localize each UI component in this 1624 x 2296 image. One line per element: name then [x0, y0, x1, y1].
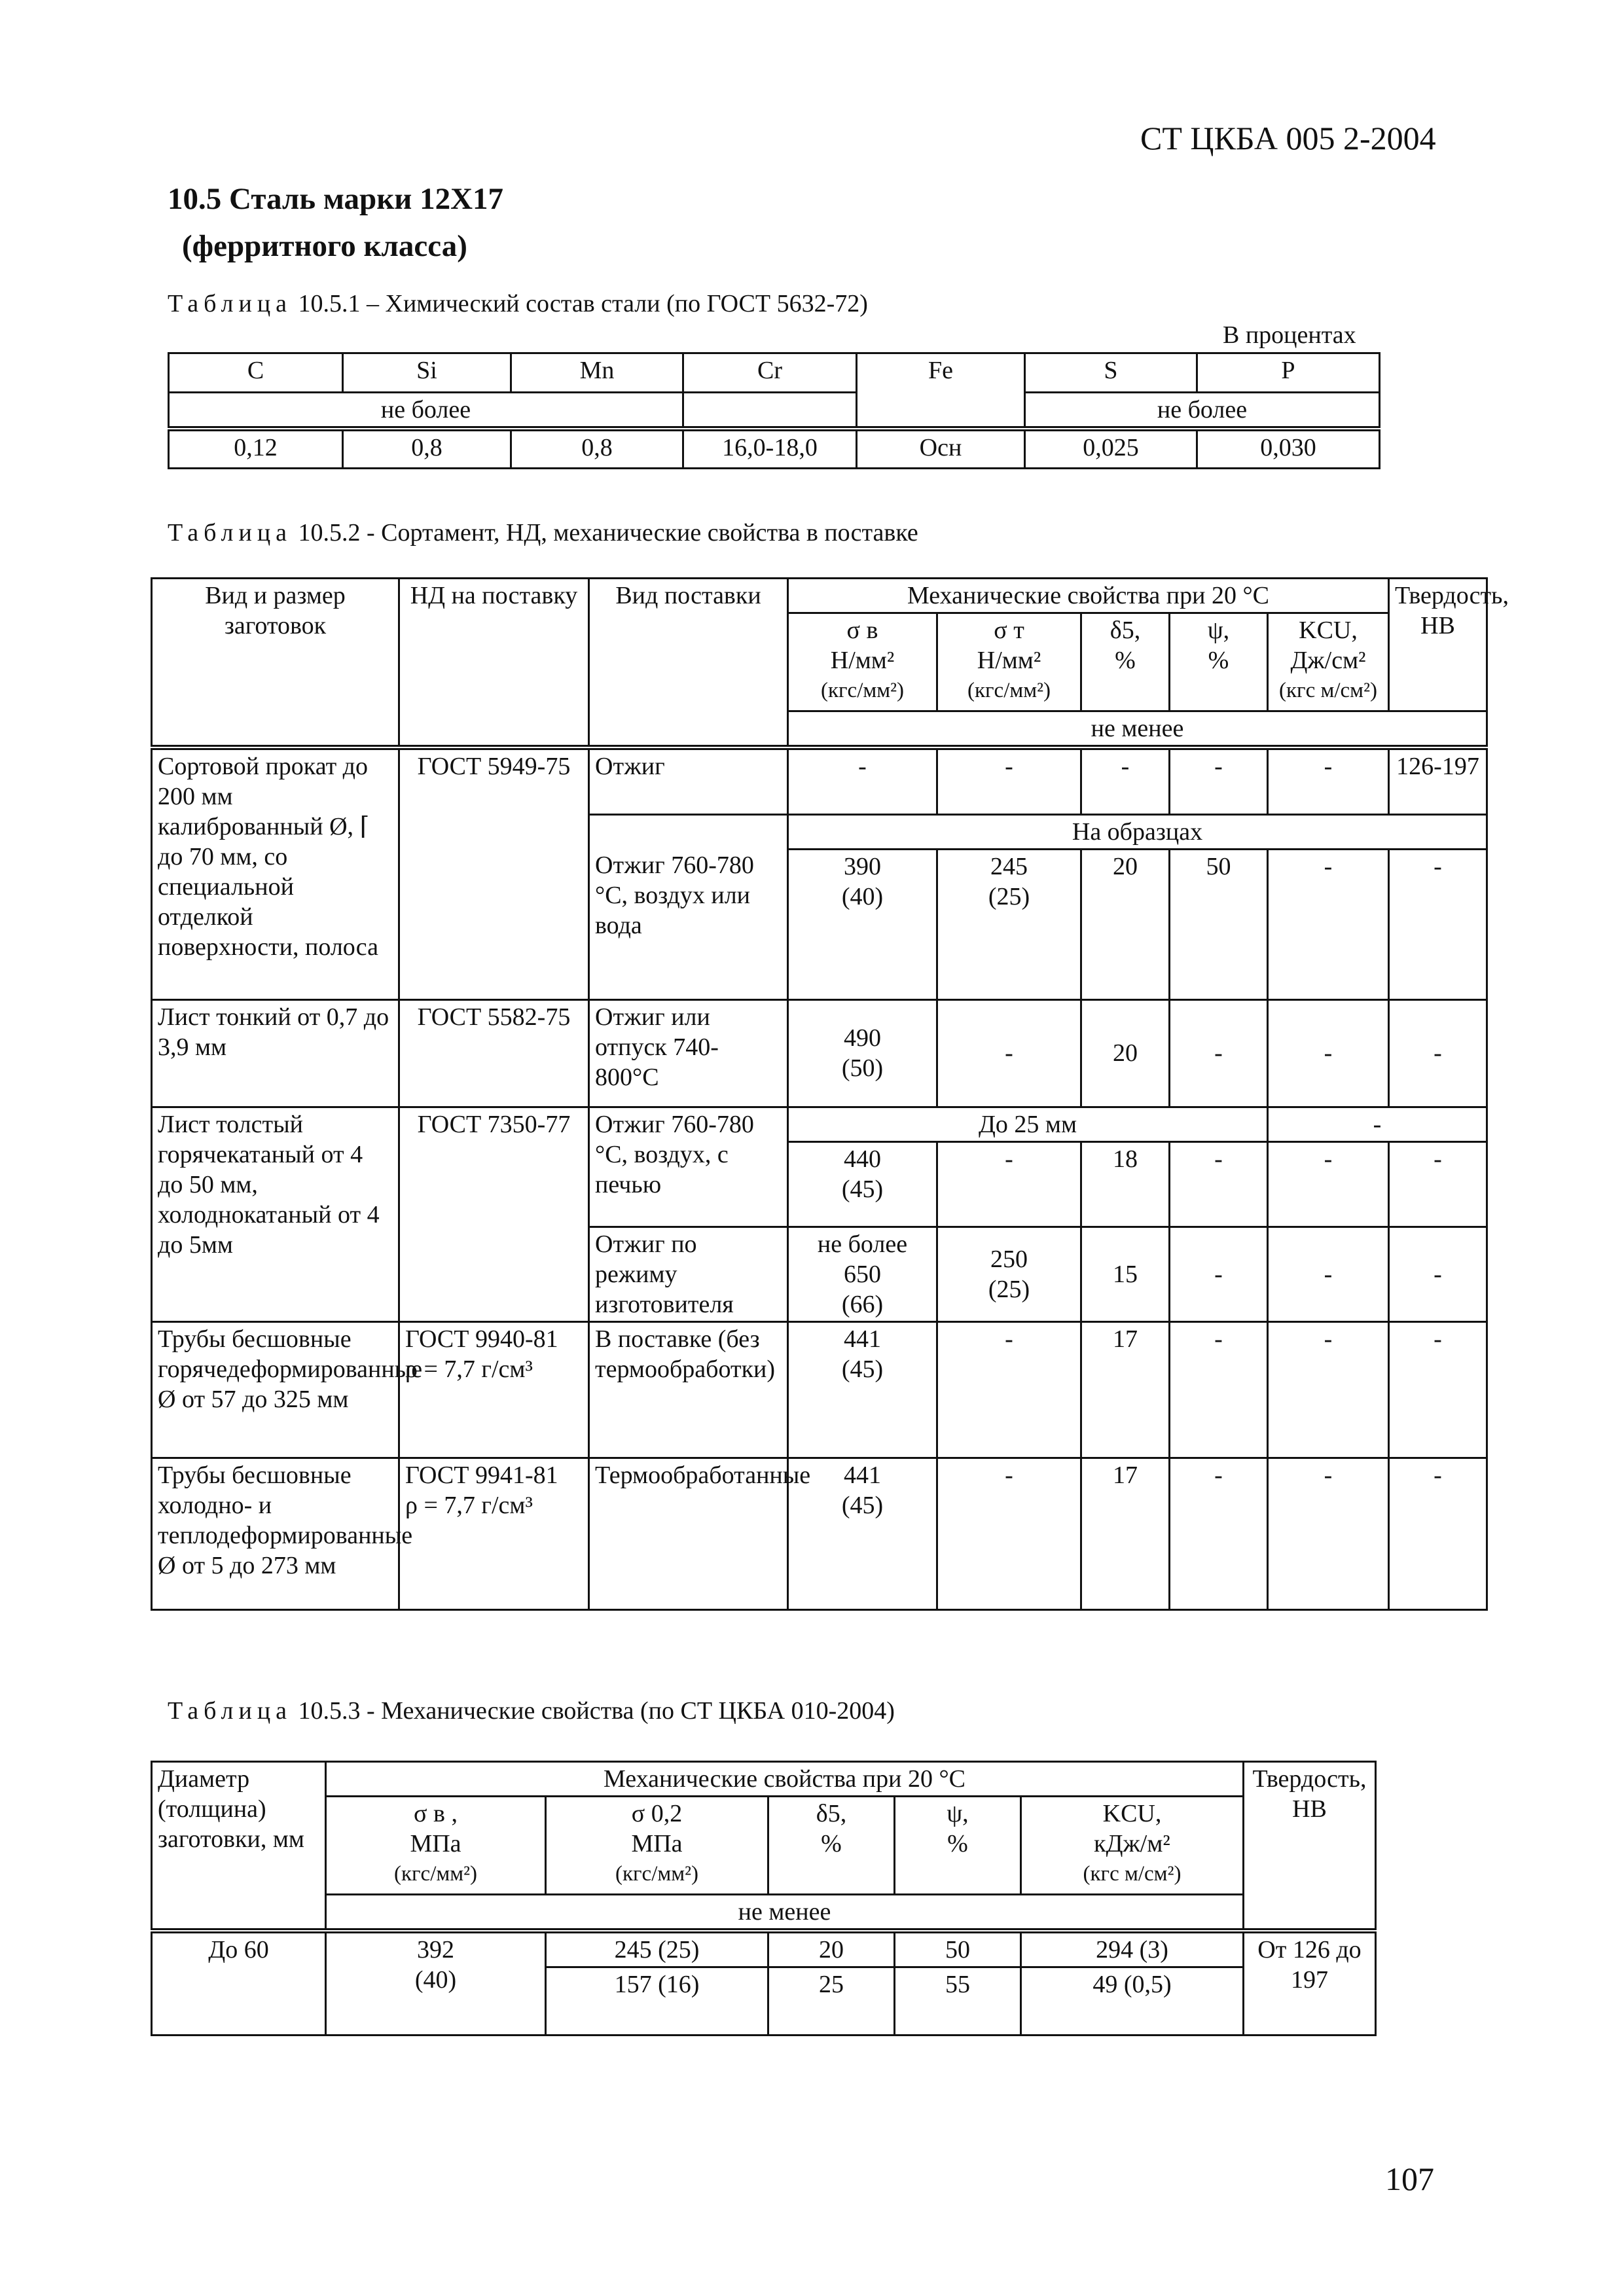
row-delivery: Термообработанные	[589, 1458, 788, 1609]
header-cell: C	[169, 353, 343, 393]
value-cell: -	[1170, 1141, 1268, 1227]
header-kcu: KCU, кДж/м² (кгс м/см²)	[1021, 1797, 1244, 1895]
header-psi: ψ, %	[1170, 613, 1268, 711]
row-delivery: Отжиг 760-780 °С, воздух, с печью	[589, 1107, 788, 1227]
value-cell: 49 (0,5)	[1021, 1967, 1244, 2036]
header-blank-type: Вид и размер заготовок	[152, 579, 399, 748]
section-title	[168, 175, 503, 270]
header-sigma-b: σ в , МПа (кгс/мм²)	[326, 1797, 546, 1895]
table2-caption-text: 10.5.2 - Сортамент, НД, механические свойства в поставке	[298, 519, 918, 547]
header-not-less: не менее	[788, 711, 1487, 748]
value-cell: 25	[768, 1967, 895, 2036]
value-cell: -	[788, 747, 937, 814]
table2-caption	[168, 518, 918, 547]
header-cell: Mn	[511, 353, 683, 393]
row-nd: ГОСТ 5949-75	[399, 747, 589, 999]
value-cell: -	[937, 1458, 1081, 1609]
hardness-cell: -	[1389, 1227, 1487, 1321]
value-cell: -	[1170, 1321, 1268, 1458]
header-sigma-t: σ т Н/мм² (кгс/мм²)	[937, 613, 1081, 711]
value-cell: не более 650 (66)	[788, 1227, 937, 1321]
value-cell: -	[1268, 747, 1389, 814]
value-cell: 17	[1081, 1458, 1170, 1609]
row-nd: ГОСТ 7350-77	[399, 1107, 589, 1321]
header-mech-props: Механические свойства при 20 °С	[326, 1762, 1244, 1797]
header-cell: Si	[343, 353, 511, 393]
row-delivery: Отжиг 760-780 °С, воздух или вода	[589, 849, 788, 999]
header-cell: P	[1197, 353, 1380, 393]
value-cell: 0,030	[1197, 429, 1380, 468]
header-hardness: Твердость, НВ	[1244, 1762, 1376, 1931]
value-cell: 441 (45)	[788, 1321, 937, 1458]
value-cell: -	[1268, 849, 1389, 999]
value-cell: -	[1268, 1458, 1389, 1609]
value-cell: 440 (45)	[788, 1141, 937, 1227]
value-cell: -	[1268, 1321, 1389, 1458]
header-cell: Cr	[683, 353, 857, 393]
header-not-less: не менее	[326, 1895, 1244, 1931]
header-delta: δ5, %	[768, 1797, 895, 1895]
value-cell: 16,0-18,0	[683, 429, 857, 468]
header-sigma-b: σ в Н/мм² (кгс/мм²)	[788, 613, 937, 711]
page-number: 107	[1385, 2161, 1434, 2197]
hardness-cell: -	[1389, 849, 1487, 999]
value-cell: 0,025	[1025, 429, 1197, 468]
value-cell: 245 (25)	[546, 1931, 768, 1967]
value-cell: -	[1268, 1227, 1389, 1321]
header-psi: ψ, %	[895, 1797, 1021, 1895]
value-cell: -	[937, 1321, 1081, 1458]
value-cell: 55	[895, 1967, 1021, 2036]
section-title-line2: (ферритного класса)	[182, 229, 467, 263]
value-cell: -	[1170, 1227, 1268, 1321]
value-cell: 50	[895, 1931, 1021, 1967]
value-cell: 250 (25)	[937, 1227, 1081, 1321]
value-cell: -	[937, 747, 1081, 814]
samples-note: На образцах	[788, 814, 1487, 849]
hardness-cell: От 126 до 197	[1244, 1931, 1376, 2036]
row-nd: ГОСТ 9941-81 ρ = 7,7 г/см³	[399, 1458, 589, 1609]
hardness-cell: -	[1389, 999, 1487, 1107]
hardness-cell: -	[1389, 1321, 1487, 1458]
row-blank-type: Лист толстый горячекатаный от 4 до 50 мм, холоднокатаный от 4 до 5мм	[152, 1107, 399, 1321]
row-delivery: Отжиг по режиму изготовителя	[589, 1227, 788, 1321]
value-cell: 441 (45)	[788, 1458, 937, 1609]
row-blank-type: Сортовой прокат до 200 мм калиброванный Ø, ⌈ до 70 мм, со специальной отделкой поверхности, полоса	[152, 747, 399, 999]
row-blank-type: Трубы бесшовные горячедеформированные Ø от 57 до 325 мм	[152, 1321, 399, 1458]
header-hardness: Твердость, НВ	[1389, 579, 1487, 711]
value-cell: 50	[1170, 849, 1268, 999]
value-cell: 0,12	[169, 429, 343, 468]
header-cell: S	[1025, 353, 1197, 393]
header-sigma-02: σ 0,2 МПа (кгс/мм²)	[546, 1797, 768, 1895]
chemical-composition-table	[168, 352, 1380, 469]
row-delivery: Отжиг	[589, 747, 788, 814]
value-cell: 20	[1081, 999, 1170, 1107]
row-blank-type: Лист тонкий от 0,7 до 3,9 мм	[152, 999, 399, 1107]
value-cell: 0,8	[343, 429, 511, 468]
value-cell: -	[937, 999, 1081, 1107]
row-nd: ГОСТ 5582-75	[399, 999, 589, 1107]
value-cell: 294 (3)	[1021, 1931, 1244, 1967]
table3-caption-prefix: Таблица	[168, 1697, 293, 1725]
header-kcu: KCU, Дж/см² (кгс м/см²)	[1268, 613, 1389, 711]
size-range-note: До 25 мм	[788, 1107, 1268, 1141]
value-cell: 20	[1081, 849, 1170, 999]
value-cell: 18	[1081, 1141, 1170, 1227]
table1-caption-text: 10.5.1 – Химический состав стали (по ГОСТ 5632-72)	[298, 290, 868, 317]
value-cell: -	[1170, 999, 1268, 1107]
limit-cell: не более	[169, 393, 683, 429]
table2-caption-prefix: Таблица	[168, 519, 293, 547]
table1-caption	[168, 289, 868, 318]
table3-caption	[168, 1696, 895, 1725]
limit-cell: не более	[1025, 393, 1380, 429]
row-diameter: До 60	[152, 1931, 326, 2036]
header-delta: δ5, %	[1081, 613, 1170, 711]
header-blank-nd: НД на поставку	[399, 579, 589, 748]
value-cell: 157 (16)	[546, 1967, 768, 2036]
mechanical-properties-table	[151, 1761, 1377, 2036]
value-cell: 392 (40)	[326, 1931, 546, 2036]
row-delivery: Отжиг или отпуск 740-800°С	[589, 999, 788, 1107]
value-cell: 15	[1081, 1227, 1170, 1321]
value-cell: Осн	[857, 429, 1025, 468]
header-blank-delivery: Вид поставки	[589, 579, 788, 748]
value-cell: 20	[768, 1931, 895, 1967]
table1-unit-note: В процентах	[1223, 321, 1356, 349]
row-nd: ГОСТ 9940-81 ρ = 7,7 г/см³	[399, 1321, 589, 1458]
hardness-cell: 126-197	[1389, 747, 1487, 814]
document-code: СТ ЦКБА 005 2-2004	[1140, 120, 1436, 156]
dash-cell: -	[1268, 1107, 1487, 1141]
value-cell: 0,8	[511, 429, 683, 468]
value-cell: -	[1081, 747, 1170, 814]
hardness-cell: -	[1389, 1141, 1487, 1227]
value-cell: 490 (50)	[788, 999, 937, 1107]
assortment-table	[151, 577, 1509, 1611]
empty-cell	[683, 393, 857, 429]
value-cell: -	[1268, 999, 1389, 1107]
value-cell: 17	[1081, 1321, 1170, 1458]
empty-cell	[589, 814, 788, 849]
row-blank-type: Трубы бесшовные холодно- и теплодеформированные Ø от 5 до 273 мм	[152, 1458, 399, 1609]
value-cell: 390 (40)	[788, 849, 937, 999]
value-cell: -	[1268, 1141, 1389, 1227]
header-diameter: Диаметр (толщина) заготовки, мм	[152, 1762, 326, 1931]
hardness-cell: -	[1389, 1458, 1487, 1609]
header-mech-props: Механические свойства при 20 °С	[788, 579, 1389, 613]
section-title-line1: 10.5 Сталь марки 12Х17	[168, 182, 504, 216]
header-cell: Fe	[857, 353, 1025, 429]
value-cell: -	[1170, 1458, 1268, 1609]
value-cell: -	[937, 1141, 1081, 1227]
value-cell: -	[1170, 747, 1268, 814]
table3-caption-text: 10.5.3 - Механические свойства (по СТ ЦКБА 010-2004)	[298, 1697, 895, 1725]
table1-caption-prefix: Таблица	[168, 290, 293, 317]
value-cell: 245 (25)	[937, 849, 1081, 999]
row-delivery: В поставке (без термообработки)	[589, 1321, 788, 1458]
